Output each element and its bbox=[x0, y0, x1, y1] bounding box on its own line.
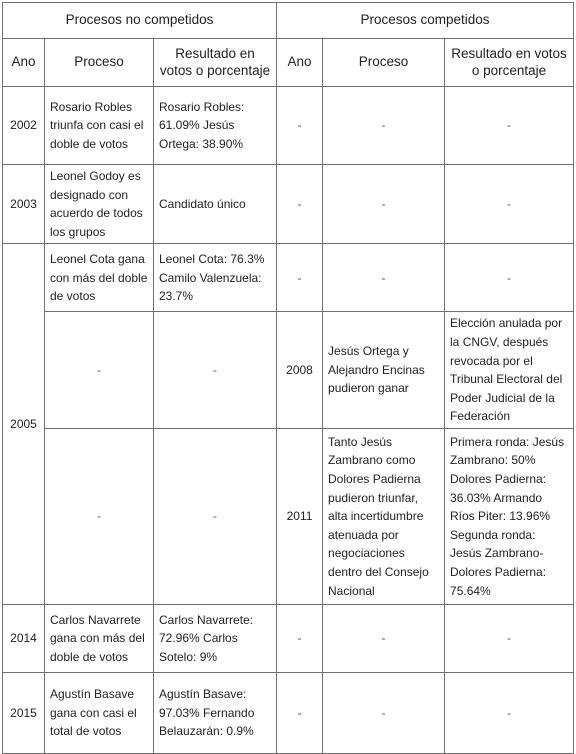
group-header-row bbox=[3, 3, 574, 39]
group-header-contested: Procesos competidos bbox=[277, 3, 574, 39]
process-cell: Leonel Godoy es designado con acuerdo de todos los grupos bbox=[45, 165, 154, 244]
col-header-process-left: Proceso bbox=[45, 39, 154, 87]
col-header-result-right: Resultado en votos o porcentaje bbox=[445, 39, 574, 87]
empty-year-cell: - bbox=[277, 672, 323, 753]
table-row bbox=[3, 165, 574, 244]
empty-process-cell: - bbox=[323, 244, 445, 312]
col-header-year-right: Ano bbox=[277, 39, 323, 87]
result-cell: Agustín Basave: 97.03% Fernando Belauzarán: 0.9% bbox=[154, 672, 277, 753]
empty-result-cell: - bbox=[154, 312, 277, 429]
process-cell: Rosario Robles triunfa con casi el doble de votos bbox=[45, 87, 154, 165]
result-cell: Candidato único bbox=[154, 165, 277, 244]
year-cell: 2011 bbox=[277, 428, 323, 604]
empty-process-cell: - bbox=[45, 312, 154, 429]
empty-result-cell: - bbox=[445, 87, 574, 165]
empty-process-cell: - bbox=[323, 165, 445, 244]
empty-process-cell: - bbox=[45, 428, 154, 604]
table-row bbox=[3, 428, 574, 604]
process-cell: Tanto Jesús Zambrano como Dolores Padierna pudieron triunfar, alta incertidumbre atenuada por negociaciones dentro del Consejo Nacional bbox=[323, 428, 445, 604]
empty-year-cell: - bbox=[277, 165, 323, 244]
empty-year-cell: - bbox=[277, 87, 323, 165]
year-cell: 2005 bbox=[3, 244, 45, 605]
col-header-year-left: Ano bbox=[3, 39, 45, 87]
col-header-process-right: Proceso bbox=[323, 39, 445, 87]
process-cell: Jesús Ortega y Alejandro Encinas pudieron ganar bbox=[323, 312, 445, 429]
election-processes-table bbox=[2, 2, 574, 754]
result-cell: Elección anulada por la CNGV, después revocada por el Tribunal Electoral del Poder Judicial de la Federación bbox=[445, 312, 574, 429]
year-cell: 2003 bbox=[3, 165, 45, 244]
result-cell: Leonel Cota: 76.3% Camilo Valenzuela: 23.7% bbox=[154, 244, 277, 312]
table-row bbox=[3, 244, 574, 312]
empty-result-cell: - bbox=[154, 428, 277, 604]
year-cell: 2015 bbox=[3, 672, 45, 753]
table-row bbox=[3, 312, 574, 429]
year-cell: 2002 bbox=[3, 87, 45, 165]
empty-process-cell: - bbox=[323, 87, 445, 165]
process-cell: Carlos Navarrete gana con más del doble de votos bbox=[45, 604, 154, 672]
empty-result-cell: - bbox=[445, 244, 574, 312]
result-cell: Carlos Navarrete: 72.96% Carlos Sotelo: 9% bbox=[154, 604, 277, 672]
empty-process-cell: - bbox=[323, 604, 445, 672]
empty-result-cell: - bbox=[445, 672, 574, 753]
col-header-result-left: Resultado en votos o porcentaje bbox=[154, 39, 277, 87]
result-cell: Primera ronda: Jesús Zambrano: 50% Dolores Padierna: 36.03% Armando Ríos Piter: 13.96% Segunda ronda: Jesús Zambrano-Dolores Padierna: 75.64% bbox=[445, 428, 574, 604]
process-cell: Agustín Basave gana con casi el total de votos bbox=[45, 672, 154, 753]
empty-result-cell: - bbox=[445, 604, 574, 672]
year-cell: 2014 bbox=[3, 604, 45, 672]
group-header-uncontested: Procesos no competidos bbox=[3, 3, 277, 39]
empty-year-cell: - bbox=[277, 604, 323, 672]
empty-process-cell: - bbox=[323, 672, 445, 753]
column-header-row bbox=[3, 39, 574, 87]
year-cell: 2008 bbox=[277, 312, 323, 429]
table-row bbox=[3, 604, 574, 672]
result-cell: Rosario Robles: 61.09% Jesús Ortega: 38.90% bbox=[154, 87, 277, 165]
empty-year-cell: - bbox=[277, 244, 323, 312]
table-row bbox=[3, 672, 574, 753]
empty-result-cell: - bbox=[445, 165, 574, 244]
table-row bbox=[3, 87, 574, 165]
process-cell: Leonel Cota gana con más del doble de votos bbox=[45, 244, 154, 312]
